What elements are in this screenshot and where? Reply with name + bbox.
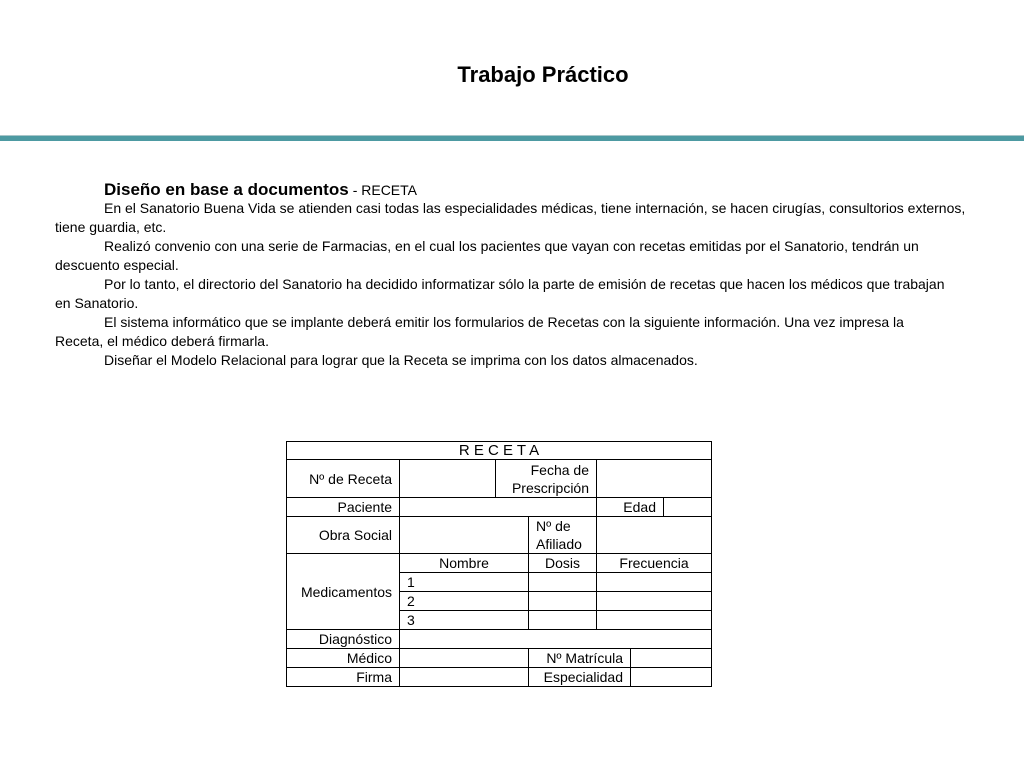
paciente-label: Paciente: [287, 498, 400, 517]
firma-field: [400, 668, 529, 687]
paragraph-line: En el Sanatorio Buena Vida se atienden casi todas las especialidades médicas, tiene internación, se hacen cirugías, consultorios externos,: [104, 200, 966, 216]
obra-social-field: [400, 517, 529, 554]
numero-afiliado-label: Nº de Afiliado: [529, 517, 597, 554]
medicamento-row-2-nombre-cell: 2: [400, 592, 529, 611]
receta-row-paciente: [287, 498, 712, 517]
matricula-label: Nº Matrícula: [529, 649, 631, 668]
diagnostico-field: [400, 630, 712, 649]
medicamento-row-3-dosis-field: [529, 611, 597, 630]
especialidad-label: Especialidad: [529, 668, 631, 687]
paragraph-line: tiene guardia, etc.: [55, 219, 167, 235]
description-heading-title: Diseño en base a documentos: [104, 180, 349, 199]
receta-row-medicamentos-header: [287, 554, 712, 573]
receta-row-numero: [287, 460, 712, 498]
matricula-field: [631, 649, 712, 668]
receta-row-medico: [287, 649, 712, 668]
medicamento-row-3-frecuencia-field: [597, 611, 712, 630]
slide-title: Trabajo Práctico: [457, 62, 629, 87]
medicamento-nombre-header: Nombre: [400, 554, 529, 573]
receta-form-table: [286, 441, 712, 687]
medicamento-row-2-frecuencia-field: [597, 592, 712, 611]
paragraph-line: Por lo tanto, el directorio del Sanatorio ha decidido informatizar sólo la parte de emisión de recetas que hacen los médicos que trabajan: [104, 276, 945, 292]
paragraph-line: Receta, el médico deberá firmarla.: [55, 333, 269, 349]
numero-receta-field: [400, 460, 496, 498]
medicamento-dosis-header: Dosis: [529, 554, 597, 573]
paragraph-line: El sistema informático que se implante deberá emitir los formularios de Recetas con la siguiente información. Una vez impresa la: [104, 314, 904, 330]
title-rule: [0, 135, 1024, 141]
obra-social-label: Obra Social: [287, 517, 400, 554]
description-heading-suffix: - RECETA: [352, 182, 417, 198]
firma-label: Firma: [287, 668, 400, 687]
receta-row-firma: [287, 668, 712, 687]
paragraph-line: en Sanatorio.: [55, 295, 139, 311]
medico-label: Médico: [287, 649, 400, 668]
edad-label: Edad: [597, 498, 664, 517]
medicamento-row-1-frecuencia-field: [597, 573, 712, 592]
medicamento-row-1-dosis-field: [529, 573, 597, 592]
fecha-prescripcion-label: Fecha de Prescripción: [496, 460, 597, 498]
receta-header: R E C E T A: [287, 442, 712, 460]
paragraph-line: descuento especial.: [55, 257, 179, 273]
medicamento-row-2-dosis-field: [529, 592, 597, 611]
fecha-prescripcion-field: [597, 460, 712, 498]
edad-field: [664, 498, 712, 517]
medicamento-row-3-nombre-cell: 3: [400, 611, 529, 630]
medicamento-frecuencia-header: Frecuencia: [597, 554, 712, 573]
receta-row-diagnostico: [287, 630, 712, 649]
diagnostico-label: Diagnóstico: [287, 630, 400, 649]
medico-field: [400, 649, 529, 668]
medicamento-row-1-nombre-cell: 1: [400, 573, 529, 592]
medicamentos-label: Medicamentos: [287, 554, 400, 630]
especialidad-field: [631, 668, 712, 687]
paragraph-line: Diseñar el Modelo Relacional para lograr que la Receta se imprima con los datos almacenados.: [104, 352, 698, 368]
receta-row-header: [287, 442, 712, 460]
receta-row-obra-social: [287, 517, 712, 554]
paciente-field: [400, 498, 597, 517]
description-text: [55, 180, 1015, 370]
description-heading: [55, 180, 1015, 199]
numero-receta-label: Nº de Receta: [287, 460, 400, 498]
numero-afiliado-field: [597, 517, 712, 554]
paragraph-line: Realizó convenio con una serie de Farmacias, en el cual los pacientes que vayan con recetas emitidas por el Sanatorio, tendrán un: [104, 238, 919, 254]
